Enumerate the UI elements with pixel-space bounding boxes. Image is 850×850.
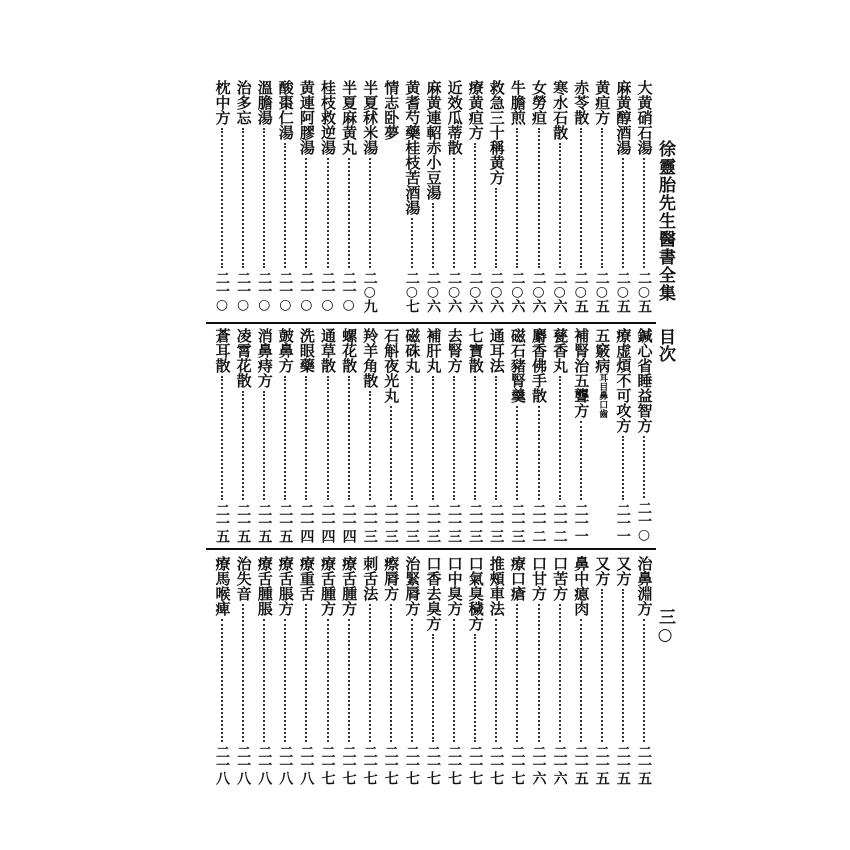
- toc-entry: [486, 80, 506, 312]
- toc-entry: [233, 328, 253, 542]
- toc-entry-title: 洗眼藥: [297, 328, 316, 373]
- dot-leader: [516, 406, 518, 500]
- dot-leader: [495, 376, 497, 500]
- toc-entry: [233, 556, 253, 784]
- toc-entry-title: 又方: [593, 556, 612, 586]
- toc-page-number: 二一八: [235, 745, 252, 784]
- toc-entry-title: 麻黄連軺赤小豆湯: [424, 80, 443, 200]
- toc-page-number: 二○六: [467, 271, 484, 312]
- toc-page-number: 二一五: [572, 745, 589, 784]
- toc-entry-title: 推頰車法: [487, 556, 506, 616]
- dot-leader: [390, 604, 392, 742]
- toc-entry-title: 近效瓜蒂散: [445, 80, 464, 155]
- dot-leader: [538, 128, 540, 268]
- dot-leader: [622, 589, 624, 742]
- toc-entry-title: 療舌腫脹: [255, 556, 274, 616]
- toc-page-number: 二一二: [551, 503, 568, 542]
- toc-page-number: 二一三: [467, 503, 484, 542]
- toc-entry-title: 通草散: [319, 328, 337, 373]
- dot-leader: [453, 619, 455, 742]
- toc-entry: [529, 328, 549, 542]
- toc-entry: [296, 556, 316, 784]
- dot-leader: [263, 619, 265, 742]
- toc-entry: [402, 328, 422, 542]
- toc-page-number: 二一○: [214, 271, 230, 312]
- toc-entry-title: 蒼耳散: [213, 328, 232, 373]
- toc-entry: [571, 80, 591, 312]
- toc-page-number: 二一○: [298, 271, 315, 312]
- toc-page-number: 二一七: [446, 745, 463, 784]
- toc-page-number: 二一七: [382, 745, 399, 784]
- toc-page-number: 二○六: [530, 271, 547, 312]
- dot-leader: [538, 604, 540, 742]
- toc-entry: [634, 556, 654, 784]
- toc-page-number: 二一五: [235, 503, 252, 542]
- toc-entry: [233, 80, 253, 312]
- toc-entry: [275, 328, 295, 542]
- toc-entry-title: 甆香丸: [551, 328, 570, 373]
- toc-entry: [275, 80, 295, 312]
- toc-entry-title: 石斛夜光丸: [382, 328, 401, 403]
- dot-leader: [305, 604, 307, 742]
- dot-leader: [432, 376, 434, 500]
- toc-entry-title: 療馬喉痺: [213, 556, 232, 616]
- toc-entry-subtitle: 耳目鼻口齒: [597, 373, 608, 418]
- toc-entry: [254, 328, 274, 542]
- toc-page-number: 二一四: [298, 503, 315, 542]
- toc-entry-title: 療舌脹方: [276, 556, 295, 616]
- toc-entry-title: 口甘方: [530, 556, 548, 601]
- toc-entry-title: 又方: [614, 556, 633, 586]
- toc-entry-title: 鼻中瘜肉: [572, 556, 591, 616]
- toc-entry: [444, 328, 464, 542]
- toc-page-number: 二一三: [382, 503, 399, 542]
- dot-leader: [622, 158, 624, 268]
- dot-leader: [411, 218, 413, 268]
- toc-page-number: 二一○: [636, 501, 652, 542]
- dot-leader: [516, 128, 518, 268]
- dot-leader: [432, 634, 434, 742]
- toc-entry: [444, 80, 464, 312]
- toc-entry: [465, 328, 485, 542]
- toc-entry-title: 凌霄花散: [234, 328, 253, 388]
- toc-entry-title: 療口瘡: [508, 556, 527, 601]
- toc-entry-title: 救急三十稱黄方: [487, 80, 506, 185]
- running-title: 徐靈胎先生醫書全集: [655, 140, 675, 302]
- toc-entry-title: 消鼻痔方: [255, 328, 274, 388]
- toc-page-number: 二一七: [319, 745, 336, 784]
- dot-leader: [474, 376, 476, 500]
- toc-entry: [381, 556, 401, 784]
- toc-page-number: 二一七: [340, 745, 357, 784]
- toc-entry: [592, 556, 612, 784]
- toc-page-number: 二○六: [446, 271, 463, 312]
- dot-leader: [369, 604, 371, 742]
- toc-page-number: 二一一: [572, 503, 589, 542]
- toc-entry-title: 溫膽湯: [255, 80, 274, 125]
- toc-page-number: 二一五: [256, 503, 273, 542]
- toc-entry-title: 黄連阿膠湯: [297, 80, 316, 155]
- toc-entry-title: 牛膽煎: [508, 80, 527, 125]
- toc-entry: [318, 328, 338, 542]
- toc-entry: [402, 80, 422, 312]
- dot-leader: [622, 436, 624, 500]
- toc-entry: [212, 80, 232, 312]
- toc-entry-title: 半夏麻黄丸: [340, 80, 359, 155]
- toc-entry-title: 黄耆芍藥桂枝苦酒湯: [403, 80, 422, 215]
- dot-leader: [432, 203, 434, 268]
- dot-leader: [474, 143, 476, 268]
- toc-entry-title: 治多忘: [234, 80, 253, 125]
- dot-leader: [242, 128, 244, 268]
- dot-leader: [474, 634, 476, 742]
- toc-page-number: 二一七: [488, 745, 505, 784]
- dot-leader: [411, 619, 413, 742]
- toc-page-number: 二○七: [403, 271, 420, 312]
- toc-entry-title: 刺舌法: [361, 556, 380, 601]
- toc-entry-title: 通耳法: [487, 328, 506, 373]
- toc-page-number: 二○五: [593, 271, 610, 312]
- toc-entry-title: 口氣臭穢方: [466, 556, 485, 631]
- toc-entry: [486, 328, 506, 542]
- toc-entry: [360, 556, 380, 784]
- toc-entry-title: 去腎方: [445, 328, 464, 373]
- dot-leader: [538, 406, 540, 500]
- toc-entry: [275, 556, 295, 784]
- toc-page-number: 二一八: [214, 745, 230, 784]
- toc-entry-title: 口苦方: [551, 556, 570, 601]
- toc-entry-title: 治緊脣方: [403, 556, 422, 616]
- toc-entry-title: 桂枝救逆湯: [319, 80, 337, 155]
- toc-entry: [465, 556, 485, 784]
- dot-leader: [242, 604, 244, 742]
- toc-page-number: 二一五: [614, 745, 631, 784]
- toc-entry-title: 療重舌: [297, 556, 316, 601]
- dot-leader: [348, 619, 350, 742]
- toc-entry-title: 口中臭方: [445, 556, 464, 616]
- section-label: 目次: [655, 328, 675, 362]
- dot-leader: [327, 376, 329, 500]
- toc-page-number: 二一八: [298, 745, 315, 784]
- dot-leader: [559, 604, 561, 742]
- toc-entry: [550, 80, 570, 312]
- toc-entry: [339, 328, 359, 542]
- toc-entry-title: 磁硃丸: [403, 328, 422, 373]
- dot-leader: [580, 421, 582, 500]
- toc-page-number: 二一八: [256, 745, 273, 784]
- toc-entry: [318, 556, 338, 784]
- toc-entry: [550, 328, 570, 542]
- dot-leader: [559, 376, 561, 500]
- toc-entry-title: 療虚煩不可攻方: [614, 328, 633, 433]
- toc-entry: [402, 556, 422, 784]
- toc-entry: [318, 80, 338, 312]
- dot-leader: [643, 436, 645, 498]
- toc-entry-title: 五竅病: [593, 328, 612, 373]
- toc-entry: [634, 80, 654, 312]
- toc-entry-title: 鍼心省睡益智方: [635, 328, 654, 433]
- toc-entry: [423, 328, 443, 542]
- toc-section-heading: [592, 328, 612, 542]
- toc-entry: [507, 80, 527, 312]
- toc-page-number: 二○六: [551, 271, 568, 312]
- dot-leader: [284, 376, 286, 500]
- toc-page-number: 二○六: [488, 271, 505, 312]
- toc-entry-title: 治失音: [234, 556, 253, 601]
- toc-page-number: 二一七: [425, 745, 441, 784]
- block-divider: [206, 548, 656, 550]
- dot-leader: [643, 619, 645, 742]
- toc-entry-title: 赤苓散: [572, 80, 591, 125]
- dot-leader: [242, 391, 244, 500]
- toc-entry-title: 麻黄醇酒湯: [614, 80, 633, 155]
- toc-page-number: 二一七: [467, 745, 484, 784]
- toc-entry: [212, 328, 232, 542]
- toc-entry-title: 七寶散: [466, 328, 485, 373]
- toc-entry: [486, 556, 506, 784]
- page-number: 三○: [655, 608, 675, 645]
- toc-entry: [529, 80, 549, 312]
- toc-page-number: 二一五: [636, 745, 652, 784]
- toc-entry-title: 麝香佛手散: [530, 328, 548, 403]
- toc-entry: [339, 556, 359, 784]
- toc-entry: [254, 80, 274, 312]
- dot-leader: [369, 391, 371, 500]
- toc-entry: [571, 556, 591, 784]
- dot-leader: [284, 619, 286, 742]
- toc-section-heading: [381, 80, 401, 312]
- toc-entry: [423, 80, 443, 312]
- toc-entry-title: 半夏秫米湯: [361, 80, 380, 155]
- toc-entry: [212, 556, 232, 784]
- toc-page-number: 二一六: [530, 745, 547, 784]
- dot-leader: [495, 619, 497, 742]
- toc-entry: [444, 556, 464, 784]
- toc-entry: [507, 328, 527, 542]
- toc-page-number: 二一七: [509, 745, 526, 784]
- dot-leader: [601, 128, 603, 268]
- toc-page-number: 二一四: [340, 503, 357, 542]
- dot-leader: [559, 143, 561, 268]
- toc-page-number: 二一一: [614, 503, 631, 542]
- toc-entry: [592, 80, 612, 312]
- dot-leader: [348, 376, 350, 500]
- toc-page-number: 二一三: [361, 503, 378, 542]
- toc-entry-title: 療舌腫方: [319, 556, 337, 616]
- toc-page-number: 二一○: [256, 271, 273, 312]
- dot-leader: [453, 376, 455, 500]
- toc-entry-title: 女勞疸: [530, 80, 548, 125]
- toc-page-number: 二一三: [509, 503, 526, 542]
- dot-leader: [221, 619, 223, 742]
- toc-entry-title: 瘵脣方: [382, 556, 401, 601]
- toc-entry: [360, 80, 380, 312]
- toc-entry-title: 黄疸方: [593, 80, 612, 125]
- toc-entry-title: 羚羊角散: [361, 328, 380, 388]
- toc-page-number: 二一七: [361, 745, 378, 784]
- toc-page-number: 二一五: [593, 745, 610, 784]
- toc-page-number: 二○五: [614, 271, 631, 312]
- dot-leader: [369, 158, 371, 268]
- toc-page-number: 二一三: [446, 503, 463, 542]
- dot-leader: [284, 143, 286, 268]
- toc-entry-title: 酸棗仁湯: [276, 80, 295, 140]
- toc-entry-title: 皷鼻方: [276, 328, 295, 373]
- toc-page-number: 二○六: [425, 271, 441, 312]
- toc-page-number: 二一七: [403, 745, 420, 784]
- toc-entry: [634, 328, 654, 542]
- dot-leader: [516, 604, 518, 742]
- toc-entry-title: 治鼻淵方: [635, 556, 654, 616]
- toc-page-number: 二一○: [319, 271, 336, 312]
- toc-entry: [360, 328, 380, 542]
- dot-leader: [411, 376, 413, 500]
- dot-leader: [221, 376, 223, 500]
- toc-page-number: 二○五: [572, 271, 589, 312]
- toc-page-number: 二一五: [277, 503, 294, 542]
- toc-entry-title: 情志卧夢: [382, 80, 401, 140]
- toc-entry-title: 療黄疸方: [466, 80, 485, 140]
- dot-leader: [305, 376, 307, 500]
- toc-entry-title: 療舌腫方: [340, 556, 359, 616]
- toc-page-number: 二一二: [530, 503, 547, 542]
- toc-entry: [381, 328, 401, 542]
- toc-entry: [339, 80, 359, 312]
- toc-entry-title: 磁石豬腎羹: [508, 328, 527, 403]
- toc-entry-title: 大黄硝石湯: [635, 80, 654, 155]
- toc-page-number: 二一三: [488, 503, 505, 542]
- toc-page-number: 二一○: [277, 271, 294, 312]
- toc-page-number: 二一三: [425, 503, 441, 542]
- toc-entry: [507, 556, 527, 784]
- toc-entry: [423, 556, 443, 784]
- dot-leader: [580, 619, 582, 742]
- toc-page-number: 二一八: [277, 745, 294, 784]
- dot-leader: [601, 589, 603, 742]
- toc-page-number: 二一四: [319, 503, 336, 542]
- dot-leader: [453, 158, 455, 268]
- toc-entry: [529, 556, 549, 784]
- toc-page-number: 二○九: [361, 271, 378, 312]
- toc-entry-title: 口香去臭方: [424, 556, 443, 631]
- toc-entry-title: 枕中方: [213, 80, 232, 125]
- toc-page-number: 二○五: [636, 271, 652, 312]
- toc-entry-title: 螺花散: [340, 328, 359, 373]
- toc-entry: [613, 556, 633, 784]
- toc-page-number: 二一三: [403, 503, 420, 542]
- toc-entry-title: 補肝丸: [424, 328, 443, 373]
- dot-leader: [263, 391, 265, 500]
- toc-entry-title: 補腎治五聾方: [572, 328, 591, 418]
- toc-entry: [571, 328, 591, 542]
- toc-entry: [550, 556, 570, 784]
- toc-entry: [296, 328, 316, 542]
- toc-entry: [254, 556, 274, 784]
- toc-entry: [613, 80, 633, 312]
- toc-entry: [296, 80, 316, 312]
- toc-page-number: 二一○: [340, 271, 357, 312]
- dot-leader: [305, 158, 307, 268]
- dot-leader: [348, 158, 350, 268]
- dot-leader: [327, 619, 329, 742]
- toc-page-number: 二一○: [235, 271, 252, 312]
- toc-entry: [465, 80, 485, 312]
- toc-entry-title: 寒水石散: [551, 80, 570, 140]
- dot-leader: [221, 128, 223, 268]
- dot-leader: [263, 128, 265, 268]
- dot-leader: [390, 406, 392, 500]
- dot-leader: [327, 158, 329, 268]
- dot-leader: [643, 158, 645, 268]
- toc-page-number: 二一五: [214, 503, 230, 542]
- toc-page-number: 二○六: [509, 271, 526, 312]
- dot-leader: [495, 188, 497, 268]
- block-divider: [206, 322, 656, 324]
- dot-leader: [580, 128, 582, 268]
- toc-page-number: 二一六: [551, 745, 568, 784]
- toc-entry: [613, 328, 633, 542]
